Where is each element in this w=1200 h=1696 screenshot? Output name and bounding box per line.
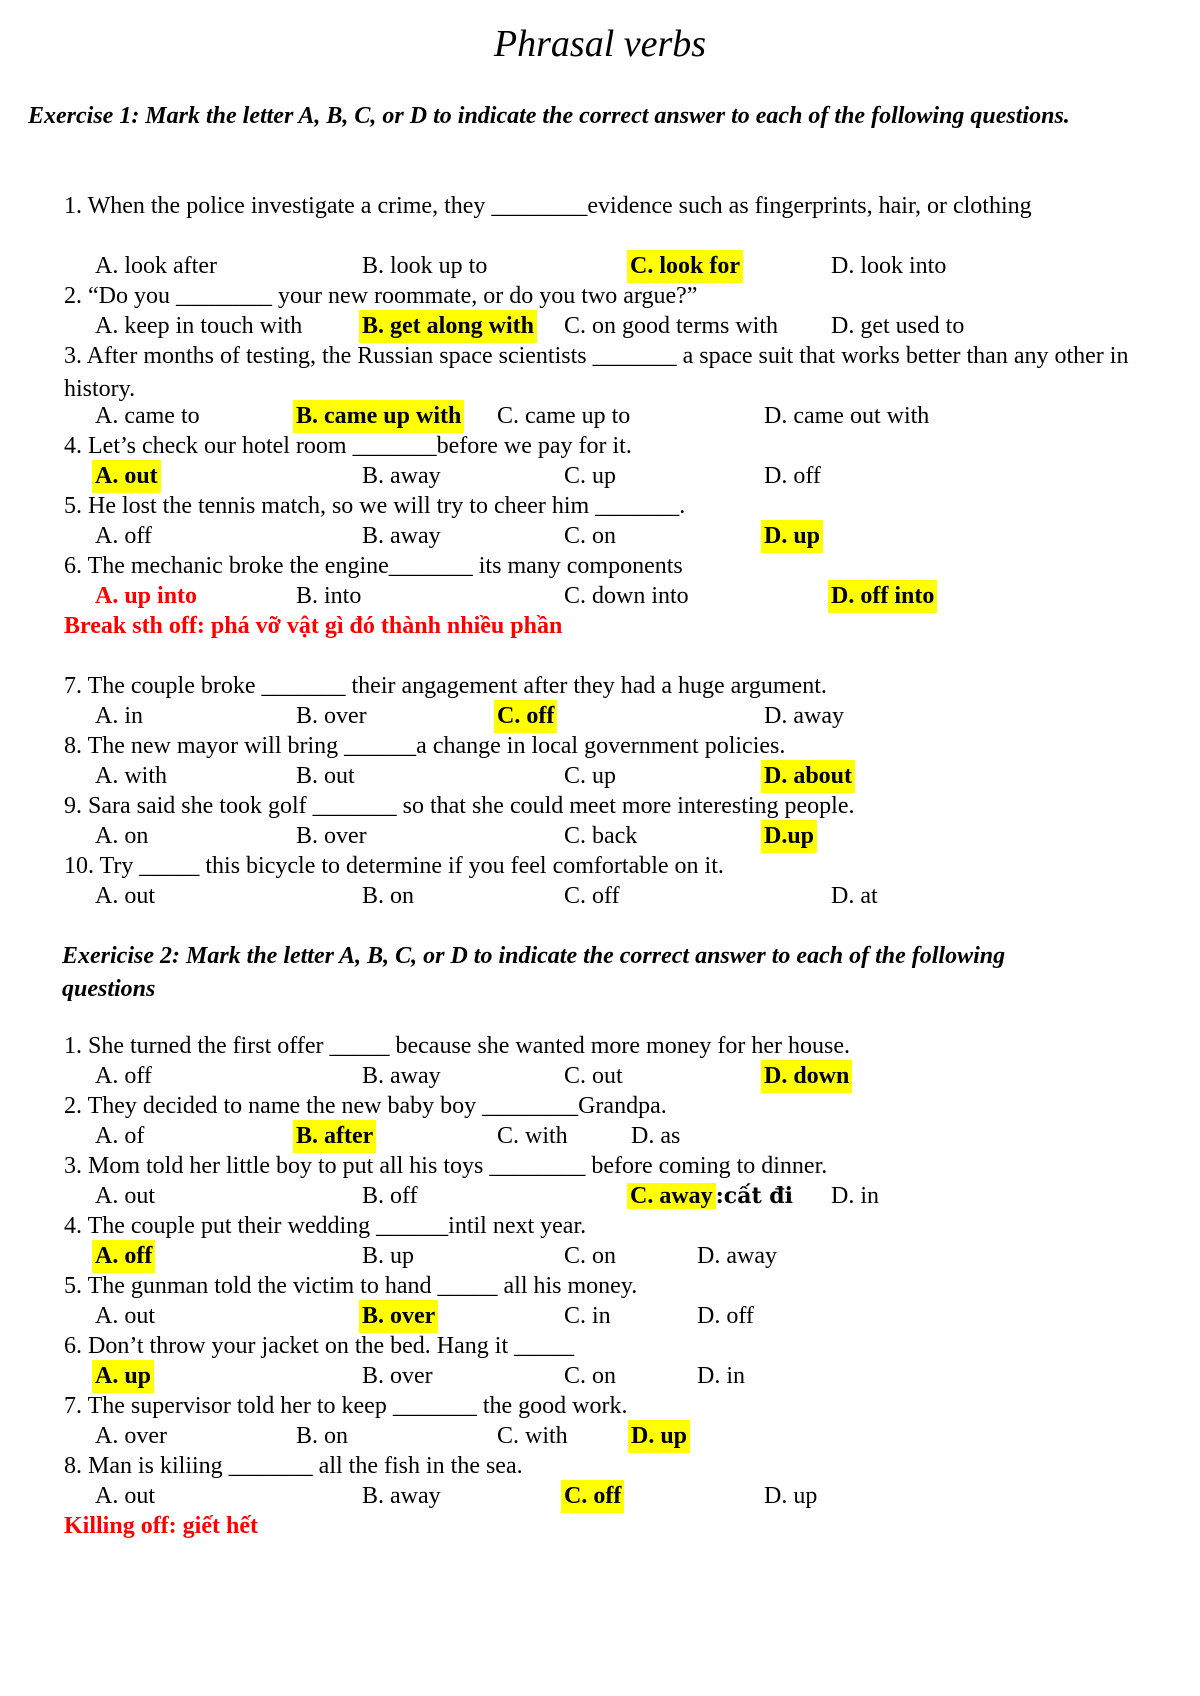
options-row xyxy=(0,1180,1200,1213)
option-c-correct[interactable]: C. look for xyxy=(627,250,743,283)
option-c[interactable]: C. with xyxy=(497,1123,568,1149)
options-row xyxy=(0,400,1200,433)
option-c[interactable]: C. on good terms with xyxy=(564,313,778,339)
options-row xyxy=(0,760,1200,793)
option-c[interactable]: C. on xyxy=(564,523,617,549)
option-a[interactable]: A. out xyxy=(95,1303,155,1329)
option-b[interactable]: B. over xyxy=(362,1363,433,1389)
question-text: 2. They decided to name the new baby boy ________Grandpa. xyxy=(64,1093,667,1119)
options-row xyxy=(0,1420,1200,1453)
options-row xyxy=(0,1060,1200,1093)
question-text: 5. He lost the tennis match, so we will try to cheer him _______. xyxy=(64,493,686,519)
option-a[interactable]: A. out xyxy=(95,1183,155,1209)
question-text: 6. Don’t throw your jacket on the bed. Hang it _____ xyxy=(64,1333,575,1359)
option-c[interactable]: C. in xyxy=(564,1303,611,1329)
option-c-correct[interactable]: C. off xyxy=(494,700,557,733)
question-text: 10. Try _____ this bicycle to determine if you feel comfortable on it. xyxy=(64,853,724,879)
option-a-correct[interactable]: A. out xyxy=(92,460,161,493)
question-text: 8. Man is kiliing _______ all the fish in the sea. xyxy=(64,1453,523,1479)
options-row xyxy=(0,1300,1200,1333)
options-row xyxy=(0,250,1200,283)
question-text: 4. The couple put their wedding ______intil next year. xyxy=(64,1213,587,1239)
question-text: 3. After months of testing, the Russian space scientists _______ a space suit that works better than any other in history. xyxy=(64,343,1129,402)
option-a[interactable]: A. look after xyxy=(95,253,217,279)
question-text: 7. The couple broke _______ their angagement after they had a huge argument. xyxy=(64,673,827,699)
question-text: 5. The gunman told the victim to hand _____ all his money. xyxy=(64,1273,638,1299)
options-row xyxy=(0,1480,1200,1513)
option-b[interactable]: B. on xyxy=(296,1423,349,1449)
option-b[interactable]: B. on xyxy=(362,883,415,909)
question-text: 1. When the police investigate a crime, they ________evidence such as fingerprints, hair, or clothing xyxy=(64,193,1032,219)
option-d-correct[interactable]: D. off into xyxy=(828,580,937,613)
option-a[interactable]: A. off xyxy=(95,1063,152,1089)
option-c[interactable]: C. up xyxy=(564,763,617,789)
option-a[interactable]: A. out xyxy=(95,1483,155,1509)
option-d-correct[interactable]: D. up xyxy=(761,520,823,553)
exercise-1-note: Break sth off: phá vỡ vật gì đó thành nhiều phần xyxy=(64,613,563,639)
option-b[interactable]: B. into xyxy=(296,583,362,609)
option-b[interactable]: B. away xyxy=(362,463,441,489)
exercise-2-instruction: Exericise 2: Mark the letter A, B, C, or D to indicate the correct answer to each of the following questions xyxy=(62,943,1006,1002)
option-d[interactable]: D. away xyxy=(764,703,844,729)
option-d[interactable]: D. at xyxy=(831,883,878,909)
option-c[interactable]: C. on xyxy=(564,1243,617,1269)
options-row xyxy=(0,1360,1200,1393)
exercise-1-instruction: Exercise 1: Mark the letter A, B, C, or D to indicate the correct answer to each of the following questions. xyxy=(28,103,1070,129)
option-d[interactable]: D. came out with xyxy=(764,403,930,429)
question-text: 3. Mom told her little boy to put all his toys ________ before coming to dinner. xyxy=(64,1153,828,1179)
question-text: 6. The mechanic broke the engine_______ its many components xyxy=(64,553,683,579)
option-d[interactable]: D. get used to xyxy=(831,313,965,339)
options-row xyxy=(0,520,1200,553)
question-text: 1. She turned the first offer _____ because she wanted more money for her house. xyxy=(64,1033,850,1059)
option-c[interactable]: C. came up to xyxy=(497,403,631,429)
options-row xyxy=(0,460,1200,493)
option-d[interactable]: D. up xyxy=(764,1483,818,1509)
option-c-correct[interactable]: C. away xyxy=(627,1183,716,1209)
question-text: 8. The new mayor will bring ______a change in local government policies. xyxy=(64,733,786,759)
option-b[interactable]: B. over xyxy=(296,823,367,849)
option-b[interactable]: B. off xyxy=(362,1183,418,1209)
option-a-correct[interactable]: A. up xyxy=(92,1360,154,1393)
option-a[interactable]: A. keep in touch with xyxy=(95,313,303,339)
option-c-group xyxy=(630,1180,793,1213)
option-d-correct[interactable]: D.up xyxy=(761,820,817,853)
question-text: 9. Sara said she took golf _______ so that she could meet more interesting people. xyxy=(64,793,855,819)
options-row xyxy=(0,1120,1200,1153)
option-c[interactable]: C. on xyxy=(564,1363,617,1389)
option-a[interactable]: A. of xyxy=(95,1123,145,1149)
option-d[interactable]: D. away xyxy=(697,1243,777,1269)
option-b-correct[interactable]: B. over xyxy=(359,1300,438,1333)
page-title: Phrasal verbs xyxy=(493,23,707,65)
option-b[interactable]: B. over xyxy=(296,703,367,729)
option-d-correct[interactable]: D. about xyxy=(761,760,855,793)
option-d[interactable]: D. as xyxy=(631,1123,681,1149)
options-row xyxy=(0,700,1200,733)
option-a[interactable]: A. in xyxy=(95,703,143,729)
option-c[interactable]: C. off xyxy=(564,883,620,909)
option-a-correct[interactable]: A. off xyxy=(92,1240,155,1273)
option-b[interactable]: B. up xyxy=(362,1243,415,1269)
option-d[interactable]: D. off xyxy=(697,1303,754,1329)
option-c-correct[interactable]: C. off xyxy=(561,1480,624,1513)
option-a[interactable]: A. over xyxy=(95,1423,167,1449)
option-d[interactable]: D. in xyxy=(697,1363,745,1389)
option-d-correct[interactable]: D. up xyxy=(628,1420,690,1453)
option-b[interactable]: B. away xyxy=(362,523,441,549)
option-b[interactable]: B. look up to xyxy=(362,253,488,279)
options-row xyxy=(0,880,1200,913)
option-c[interactable]: C. down into xyxy=(564,583,689,609)
option-d[interactable]: D. in xyxy=(831,1183,879,1209)
option-c[interactable]: C. back xyxy=(564,823,638,849)
option-d[interactable]: D. look into xyxy=(831,253,947,279)
question-text: 2. “Do you ________ your new roommate, or do you two argue?” xyxy=(64,283,698,309)
option-c[interactable]: C. out xyxy=(564,1063,623,1089)
options-row xyxy=(0,820,1200,853)
exercise-2-note: Killing off: giết hết xyxy=(64,1513,258,1539)
options-row xyxy=(0,310,1200,343)
option-a[interactable]: A. out xyxy=(95,883,155,909)
option-b[interactable]: B. away xyxy=(362,1063,441,1089)
option-a[interactable]: A. came to xyxy=(95,403,200,429)
option-b[interactable]: B. away xyxy=(362,1483,441,1509)
options-row xyxy=(0,580,1200,613)
option-c[interactable]: C. up xyxy=(564,463,617,489)
option-d-correct[interactable]: D. down xyxy=(761,1060,852,1093)
options-row xyxy=(0,1240,1200,1273)
option-a[interactable]: A. on xyxy=(95,823,149,849)
question-text: 7. The supervisor told her to keep _______ the good work. xyxy=(64,1393,628,1419)
option-a-marked[interactable]: A. up into xyxy=(95,583,198,609)
option-b-correct[interactable]: B. came up with xyxy=(293,400,464,433)
option-c[interactable]: C. with xyxy=(497,1423,568,1449)
option-a[interactable]: A. with xyxy=(95,763,167,789)
option-b-correct[interactable]: B. get along with xyxy=(359,310,537,343)
option-b-correct[interactable]: B. after xyxy=(293,1120,376,1153)
option-d[interactable]: D. off xyxy=(764,463,821,489)
option-b[interactable]: B. out xyxy=(296,763,355,789)
option-c-translation: :cất đi xyxy=(715,1183,794,1209)
option-a[interactable]: A. off xyxy=(95,523,152,549)
question-text: 4. Let’s check our hotel room _______before we pay for it. xyxy=(64,433,632,459)
